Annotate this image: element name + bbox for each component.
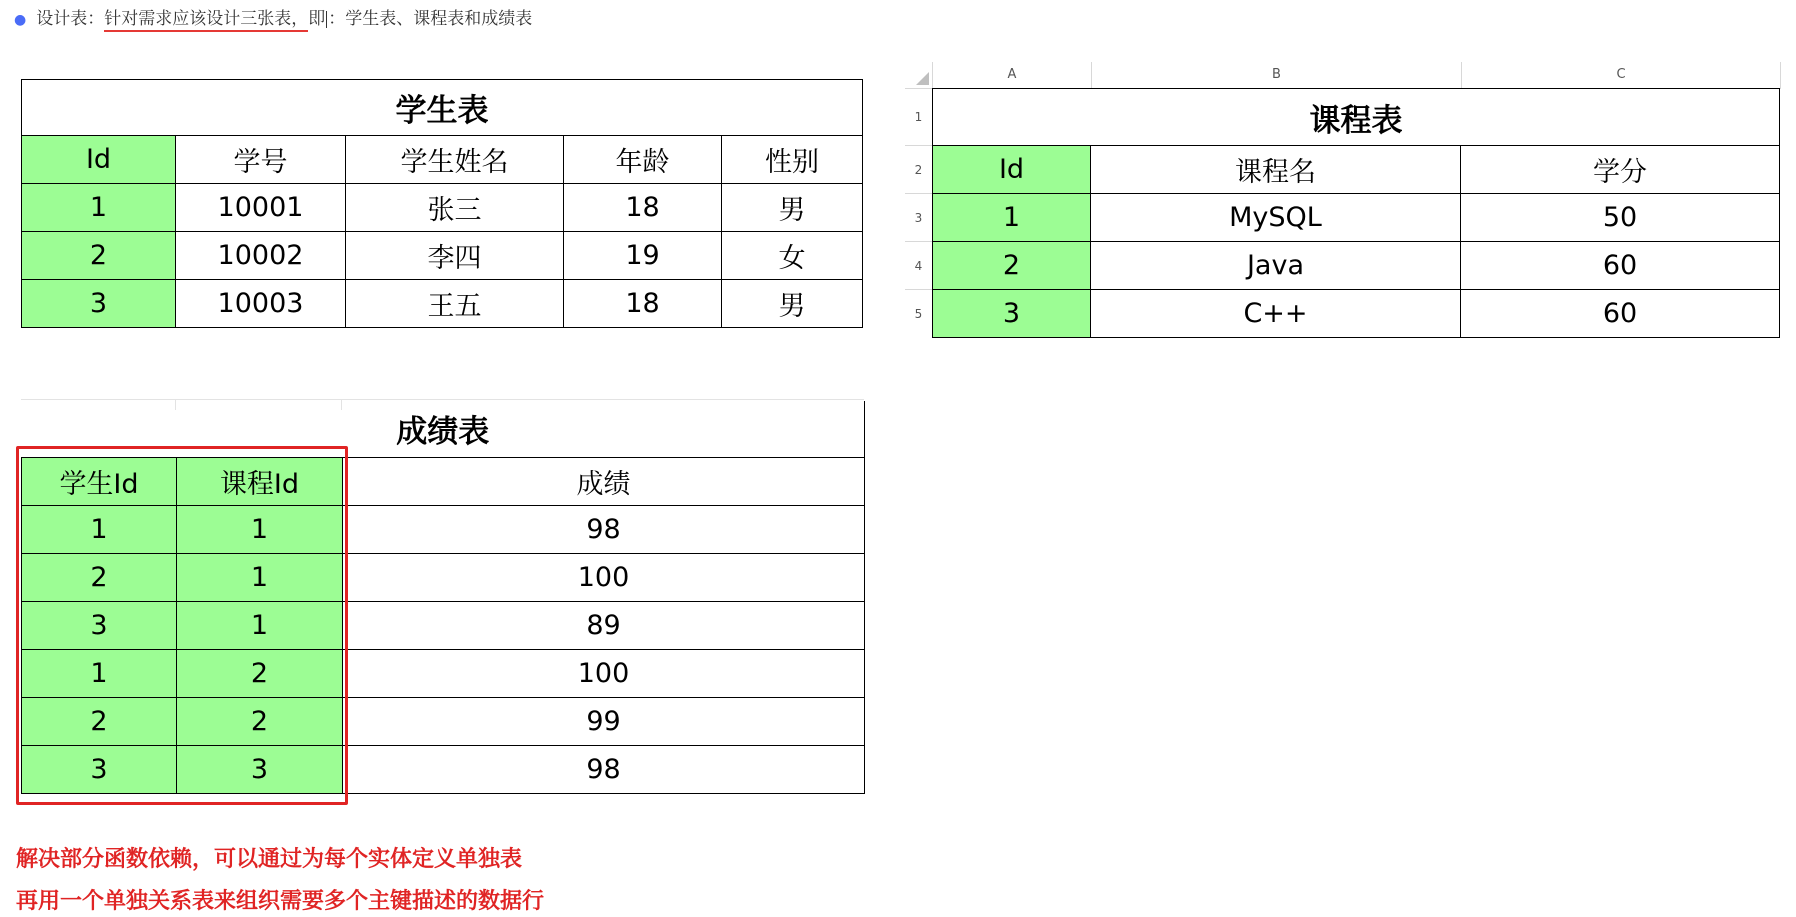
score-header-row [22, 457, 865, 505]
score-cell-score: 99 [343, 697, 865, 745]
score-cell-score: 100 [343, 649, 865, 697]
student-cell-gender: 女 [722, 232, 863, 280]
student-cell-age: 19 [564, 232, 722, 280]
course-cell-credit[interactable]: 50 [1461, 194, 1780, 242]
student-header-row [22, 136, 863, 184]
table-row [22, 697, 865, 745]
student-cell-name: 李四 [346, 232, 564, 280]
table-row [22, 745, 865, 793]
score-cell-score: 89 [343, 601, 865, 649]
student-header-id: Id [22, 136, 176, 184]
score-table [21, 401, 865, 794]
note-line-2: 再用一个单独关系表来组织需要多个主键描述的数据行 [16, 889, 545, 914]
table-row [22, 232, 863, 280]
intro-prefix: 设计表： [36, 9, 105, 29]
score-cell-course-id: 1 [177, 505, 343, 553]
table-row [933, 290, 1780, 338]
score-cell-student-id: 1 [22, 649, 177, 697]
course-cell-id[interactable]: 3 [933, 290, 1091, 338]
score-cell-score: 100 [343, 553, 865, 601]
score-cell-course-id: 2 [177, 649, 343, 697]
table-row [22, 553, 865, 601]
course-cell-name[interactable]: MySQL [1091, 194, 1461, 242]
bullet-dot-icon: ● [14, 12, 27, 28]
score-cell-score: 98 [343, 505, 865, 553]
row-header-5[interactable]: 5 [905, 289, 932, 338]
score-table-title: 成绩表 [22, 401, 865, 457]
student-cell-id: 3 [22, 280, 176, 328]
column-header-c[interactable]: C [1461, 62, 1781, 89]
course-cell-id[interactable]: 2 [933, 242, 1091, 290]
column-header-b[interactable]: B [1091, 62, 1461, 89]
table-row [933, 242, 1780, 290]
course-header-id[interactable]: Id [933, 146, 1091, 194]
table-row [22, 505, 865, 553]
table-row [933, 194, 1780, 242]
score-header-student-id: 学生Id [22, 457, 177, 505]
student-cell-gender: 男 [722, 280, 863, 328]
course-header-row [933, 146, 1780, 194]
score-cell-course-id: 2 [177, 697, 343, 745]
corner-triangle-icon [916, 72, 929, 85]
student-cell-number: 10003 [176, 280, 346, 328]
student-table [21, 79, 863, 328]
student-cell-age: 18 [564, 184, 722, 232]
intro-underlined-text: 针对需求应该设计三张表， [104, 9, 308, 32]
score-cell-score: 98 [343, 745, 865, 793]
course-cell-name[interactable]: C++ [1091, 290, 1461, 338]
intro-after-caret: ：学生表、课程表和成绩表 [328, 9, 533, 29]
score-cell-course-id: 3 [177, 745, 343, 793]
course-cell-id[interactable]: 1 [933, 194, 1091, 242]
select-all-corner[interactable] [905, 62, 932, 89]
score-cell-student-id: 3 [22, 601, 177, 649]
score-header-course-id: 课程Id [177, 457, 343, 505]
score-cell-student-id: 2 [22, 697, 177, 745]
score-header-score: 成绩 [343, 457, 865, 505]
score-cell-student-id: 3 [22, 745, 177, 793]
student-cell-name: 王五 [346, 280, 564, 328]
course-cell-credit[interactable]: 60 [1461, 290, 1780, 338]
row-header-3[interactable]: 3 [905, 193, 932, 242]
score-cell-course-id: 1 [177, 553, 343, 601]
course-header-credit[interactable]: 学分 [1461, 146, 1780, 194]
table-row [22, 184, 863, 232]
intro-line [14, 4, 532, 29]
table-row [22, 601, 865, 649]
row-header-2[interactable]: 2 [905, 145, 932, 194]
table-row [22, 280, 863, 328]
column-header-a[interactable]: A [932, 62, 1091, 89]
row-header-4[interactable]: 4 [905, 241, 932, 290]
score-cell-course-id: 1 [177, 601, 343, 649]
course-table [932, 88, 1780, 338]
intro-before-caret: 即 [308, 9, 326, 29]
student-cell-id: 1 [22, 184, 176, 232]
student-table-title: 学生表 [22, 80, 863, 136]
student-cell-name: 张三 [346, 184, 564, 232]
student-cell-age: 18 [564, 280, 722, 328]
table-row [22, 649, 865, 697]
student-cell-id: 2 [22, 232, 176, 280]
course-cell-credit[interactable]: 60 [1461, 242, 1780, 290]
score-cell-student-id: 2 [22, 553, 177, 601]
note-line-1: 解决部分函数依赖，可以通过为每个实体定义单独表 [16, 847, 523, 872]
score-cell-student-id: 1 [22, 505, 177, 553]
course-table-title[interactable]: 课程表 [933, 89, 1780, 146]
course-header-name[interactable]: 课程名 [1091, 146, 1461, 194]
student-header-gender: 性别 [722, 136, 863, 184]
student-cell-number: 10001 [176, 184, 346, 232]
student-header-name: 学生姓名 [346, 136, 564, 184]
row-header-1[interactable]: 1 [905, 88, 932, 146]
course-cell-name[interactable]: Java [1091, 242, 1461, 290]
score-table-faint-border [21, 399, 864, 400]
student-cell-number: 10002 [176, 232, 346, 280]
student-header-age: 年龄 [564, 136, 722, 184]
student-cell-gender: 男 [722, 184, 863, 232]
student-header-number: 学号 [176, 136, 346, 184]
